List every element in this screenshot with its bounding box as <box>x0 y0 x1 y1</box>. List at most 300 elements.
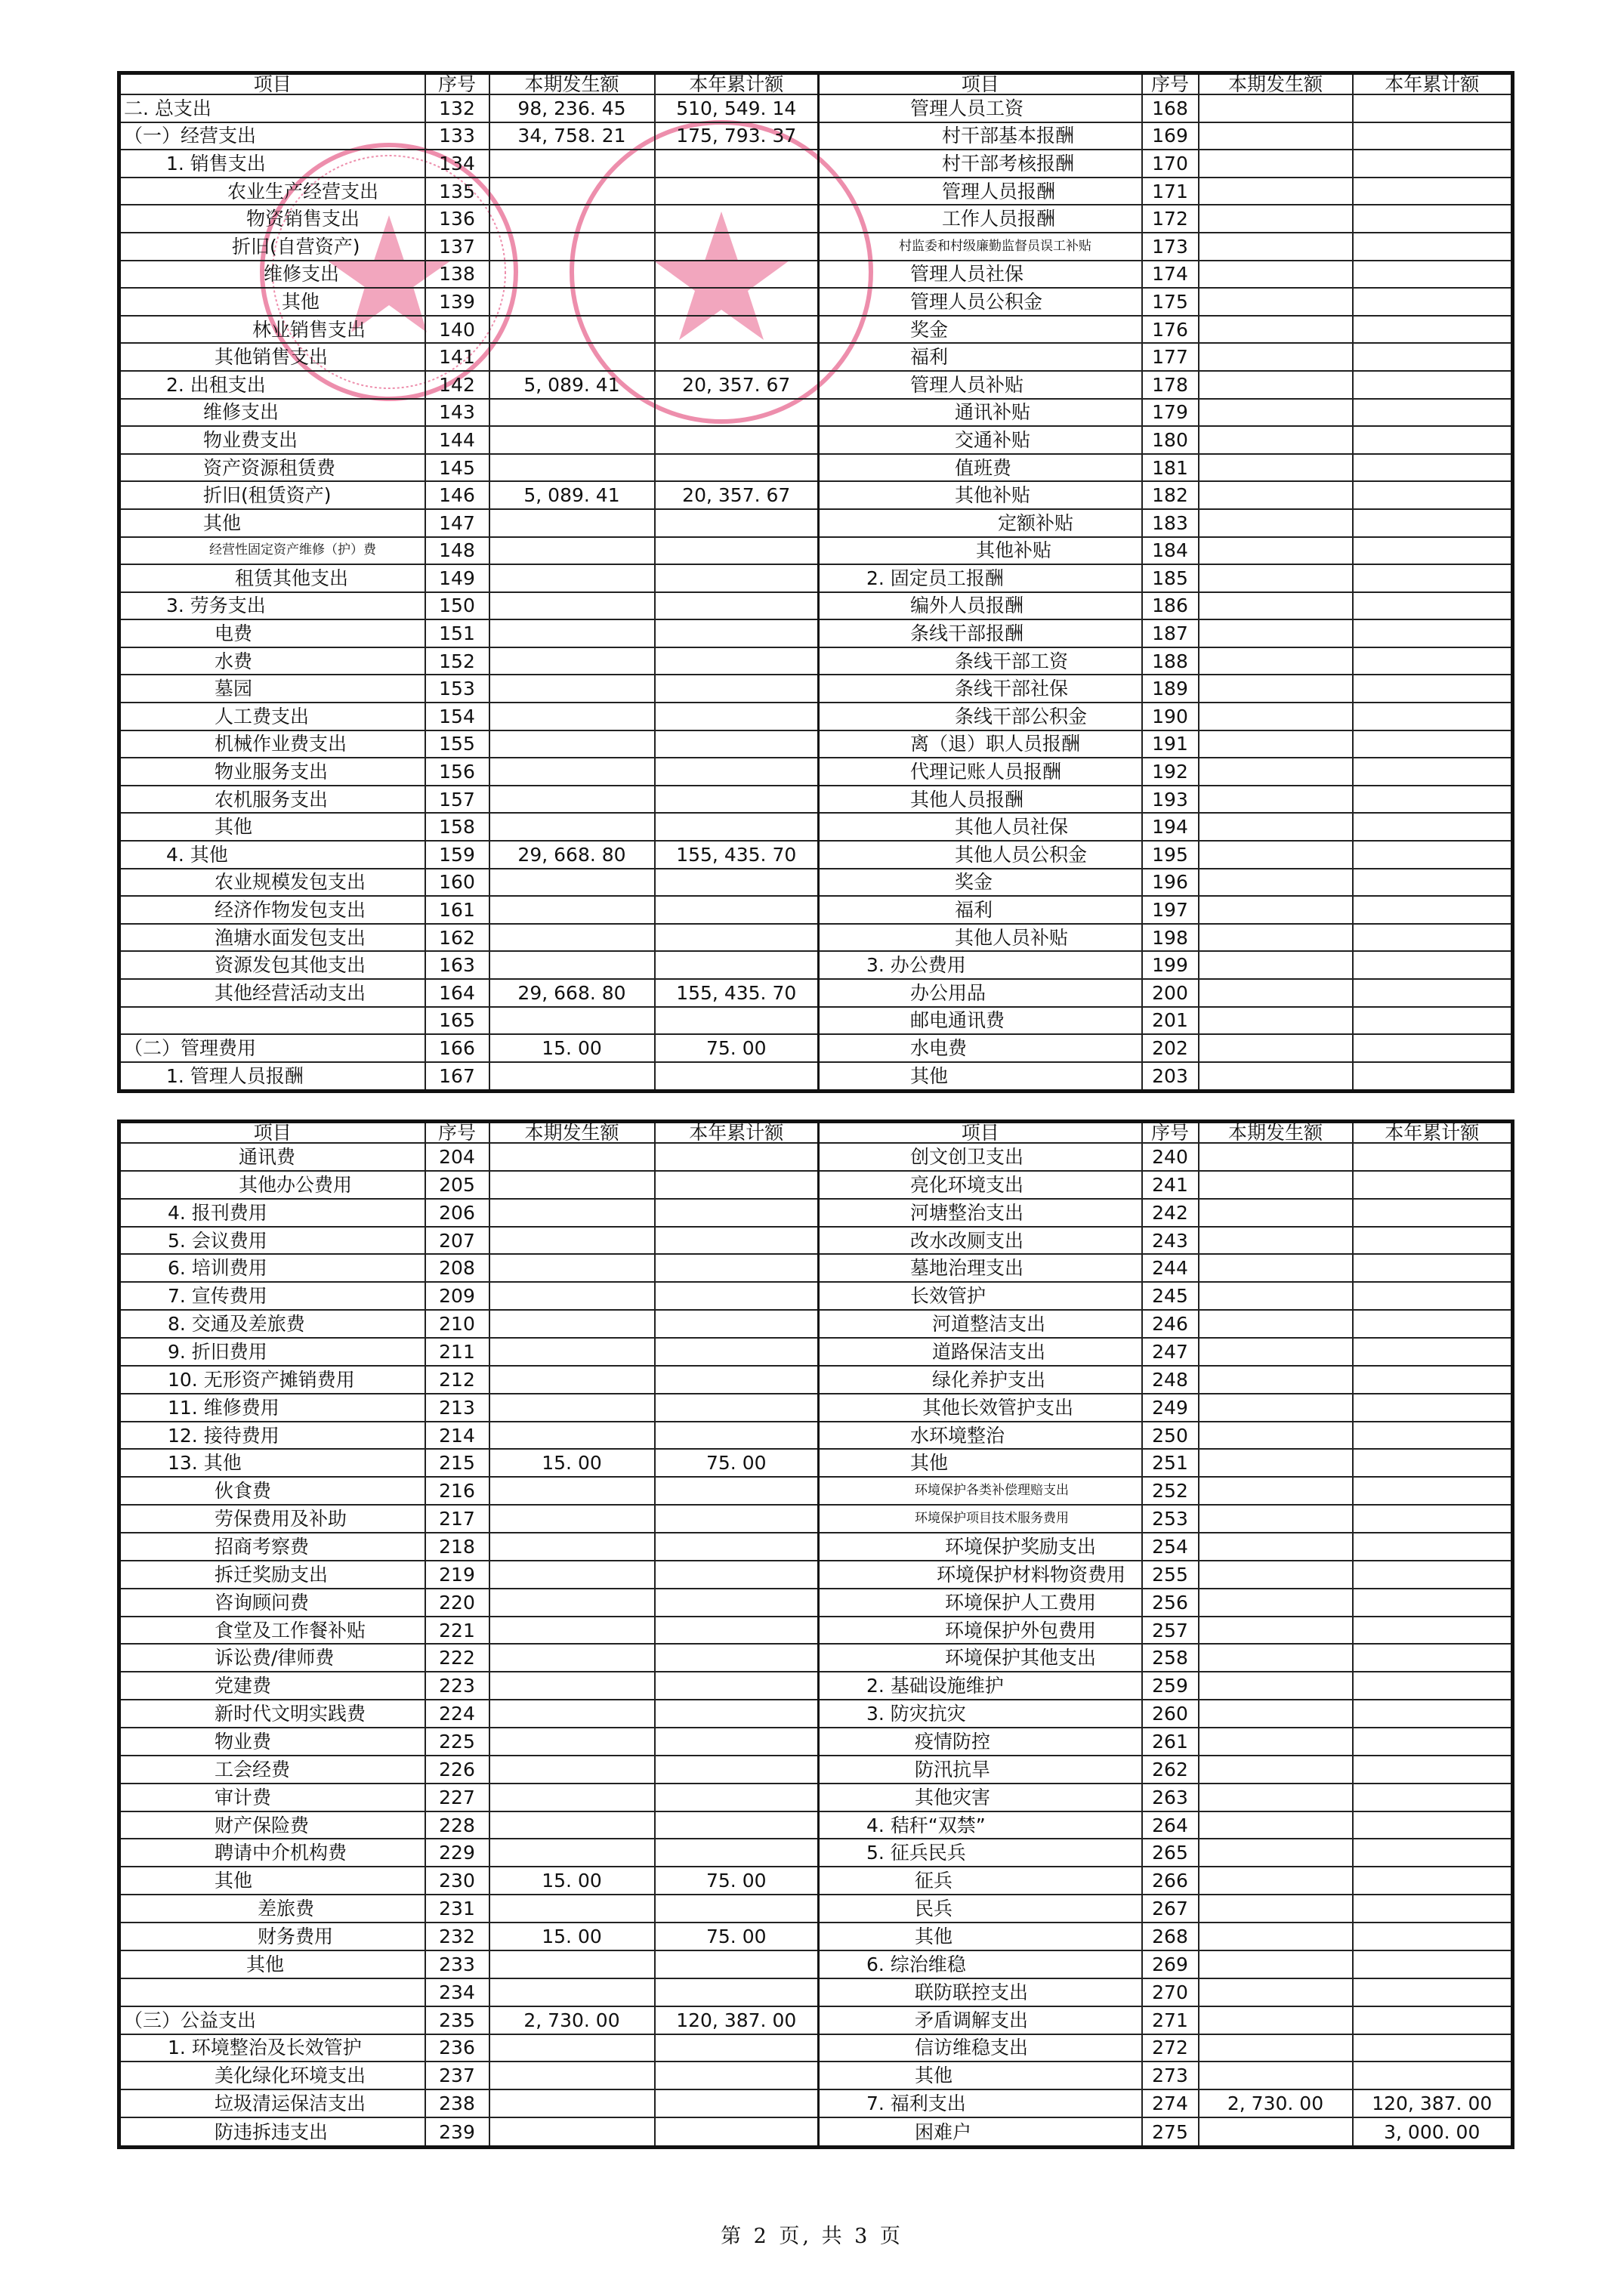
item-name: 新时代文明实践费 <box>119 1700 425 1728</box>
header-item: 项目 <box>119 1122 425 1144</box>
year-to-date-amount <box>655 1617 819 1645</box>
year-to-date-amount <box>1353 1254 1513 1282</box>
current-period-amount <box>1199 2034 1353 2062</box>
current-period-amount <box>1199 1672 1353 1700</box>
row-number: 139 <box>425 288 489 316</box>
row-number: 214 <box>425 1422 489 1450</box>
year-to-date-amount <box>655 233 819 261</box>
current-period-amount <box>1199 1756 1353 1784</box>
current-period-amount <box>1199 979 1353 1007</box>
item-name: 资产资源租赁费 <box>119 454 425 482</box>
year-to-date-amount <box>1353 2062 1513 2089</box>
current-period-amount <box>1199 1338 1353 1366</box>
row-number: 244 <box>1142 1254 1199 1282</box>
row-number: 234 <box>425 1978 489 2006</box>
year-to-date-amount: 175, 793. 37 <box>655 122 819 150</box>
current-period-amount <box>489 2089 655 2117</box>
year-to-date-amount <box>1353 454 1513 482</box>
table-row <box>119 1310 1513 1338</box>
header-year-to-date: 本年累计额 <box>655 73 819 95</box>
row-number: 248 <box>1142 1366 1199 1394</box>
year-to-date-amount <box>655 564 819 592</box>
row-number: 218 <box>425 1533 489 1561</box>
row-number: 188 <box>1142 647 1199 675</box>
item-name: 农业生产经营支出 <box>119 178 425 205</box>
current-period-amount <box>1199 288 1353 316</box>
year-to-date-amount <box>1353 1449 1513 1477</box>
row-number: 154 <box>425 703 489 730</box>
row-number: 254 <box>1142 1533 1199 1561</box>
item-name: 物业费 <box>119 1728 425 1756</box>
current-period-amount <box>489 869 655 897</box>
row-number: 168 <box>1142 94 1199 122</box>
item-name: 5. 会议费用 <box>119 1227 425 1255</box>
item-name: 农业规模发包支出 <box>119 869 425 897</box>
item-name: 聘请中介机构费 <box>119 1839 425 1867</box>
item-name: 疫情防控 <box>819 1728 1142 1756</box>
item-name: 代理记账人员报酬 <box>819 758 1142 786</box>
table-row <box>119 1282 1513 1310</box>
table-row <box>119 786 1513 814</box>
table-row <box>119 1950 1513 1978</box>
year-to-date-amount <box>1353 316 1513 344</box>
current-period-amount <box>1199 1811 1353 1839</box>
year-to-date-amount <box>655 2034 819 2062</box>
table-row <box>119 924 1513 952</box>
table-row <box>119 233 1513 261</box>
item-name: 防汛抗旱 <box>819 1756 1142 1784</box>
row-number: 225 <box>425 1728 489 1756</box>
row-number: 227 <box>425 1784 489 1811</box>
item-name: 6. 综治维稳 <box>819 1950 1142 1978</box>
item-name: 其他 <box>119 1867 425 1895</box>
row-number: 187 <box>1142 619 1199 647</box>
row-number: 143 <box>425 399 489 427</box>
item-name: 其他办公费用 <box>119 1171 425 1199</box>
item-name: 12. 接待费用 <box>119 1422 425 1450</box>
year-to-date-amount <box>655 2089 819 2117</box>
table-row <box>119 1867 1513 1895</box>
row-number: 245 <box>1142 1282 1199 1310</box>
row-number: 192 <box>1142 758 1199 786</box>
current-period-amount <box>489 1227 655 1255</box>
year-to-date-amount <box>1353 343 1513 371</box>
row-number: 221 <box>425 1617 489 1645</box>
table-row <box>119 481 1513 509</box>
current-period-amount: 29, 668. 80 <box>489 841 655 869</box>
year-to-date-amount <box>655 1254 819 1282</box>
current-period-amount <box>1199 1533 1353 1561</box>
item-name: 11. 维修费用 <box>119 1394 425 1422</box>
item-name: 离（退）职人员报酬 <box>819 730 1142 758</box>
year-to-date-amount <box>1353 1839 1513 1867</box>
row-number: 191 <box>1142 730 1199 758</box>
row-number: 151 <box>425 619 489 647</box>
table-row <box>119 2089 1513 2117</box>
row-number: 226 <box>425 1756 489 1784</box>
year-to-date-amount <box>1353 1923 1513 1950</box>
year-to-date-amount <box>655 675 819 703</box>
item-name: （三）公益支出 <box>119 2006 425 2034</box>
current-period-amount <box>489 1505 655 1533</box>
table-row <box>119 1394 1513 1422</box>
row-number: 173 <box>1142 233 1199 261</box>
table-row <box>119 122 1513 150</box>
row-number: 249 <box>1142 1394 1199 1422</box>
table-row <box>119 1007 1513 1035</box>
current-period-amount <box>1199 1505 1353 1533</box>
current-period-amount <box>489 233 655 261</box>
item-name: 4. 报刊费用 <box>119 1199 425 1227</box>
current-period-amount <box>489 261 655 289</box>
current-period-amount: 15. 00 <box>489 1923 655 1950</box>
table-row <box>119 730 1513 758</box>
item-name: 环境保护材料物资费用 <box>819 1561 1142 1589</box>
year-to-date-amount <box>1353 178 1513 205</box>
current-period-amount <box>489 316 655 344</box>
current-period-amount <box>1199 786 1353 814</box>
table-row <box>119 703 1513 730</box>
table-row <box>119 1338 1513 1366</box>
current-period-amount <box>1199 951 1353 979</box>
current-period-amount <box>489 1199 655 1227</box>
row-number: 211 <box>425 1338 489 1366</box>
row-number: 135 <box>425 178 489 205</box>
table-row <box>119 150 1513 178</box>
current-period-amount <box>489 150 655 178</box>
current-period-amount <box>1199 1561 1353 1589</box>
current-period-amount <box>489 1700 655 1728</box>
item-name: 审计费 <box>119 1784 425 1811</box>
year-to-date-amount <box>655 619 819 647</box>
current-period-amount <box>1199 1617 1353 1645</box>
item-name <box>119 1007 425 1035</box>
item-name: 矛盾调解支出 <box>819 2006 1142 2034</box>
item-name: 长效管护 <box>819 1282 1142 1310</box>
table-row <box>119 2062 1513 2089</box>
current-period-amount <box>489 1394 655 1422</box>
current-period-amount <box>489 813 655 841</box>
table-header-row <box>119 1122 1513 1144</box>
year-to-date-amount <box>655 1589 819 1617</box>
current-period-amount <box>1199 1477 1353 1505</box>
item-name: 编外人员报酬 <box>819 592 1142 620</box>
item-name: 管理人员公积金 <box>819 288 1142 316</box>
table-row <box>119 564 1513 592</box>
year-to-date-amount <box>655 1784 819 1811</box>
row-number: 144 <box>425 426 489 454</box>
table-body <box>119 94 1513 1092</box>
year-to-date-amount <box>1353 786 1513 814</box>
table-row <box>119 1644 1513 1672</box>
row-number: 247 <box>1142 1338 1199 1366</box>
row-number: 261 <box>1142 1728 1199 1756</box>
item-name: 经济作物发包支出 <box>119 896 425 924</box>
row-number: 176 <box>1142 316 1199 344</box>
year-to-date-amount: 120, 387. 00 <box>655 2006 819 2034</box>
header-current-period: 本期发生额 <box>489 73 655 95</box>
row-number: 235 <box>425 2006 489 2034</box>
row-number: 215 <box>425 1449 489 1477</box>
expense-table-bottom <box>117 1120 1514 2149</box>
row-number: 142 <box>425 371 489 399</box>
current-period-amount <box>1199 150 1353 178</box>
item-name: 其他人员补贴 <box>819 924 1142 952</box>
current-period-amount <box>1199 619 1353 647</box>
current-period-amount <box>1199 564 1353 592</box>
current-period-amount <box>1199 1950 1353 1978</box>
current-period-amount: 15. 00 <box>489 1867 655 1895</box>
row-number: 267 <box>1142 1895 1199 1923</box>
item-name: 渔塘水面发包支出 <box>119 924 425 952</box>
year-to-date-amount <box>1353 1617 1513 1645</box>
item-name: 办公用品 <box>819 979 1142 1007</box>
year-to-date-amount <box>1353 1505 1513 1533</box>
item-name: 邮电通讯费 <box>819 1007 1142 1035</box>
current-period-amount <box>1199 1422 1353 1450</box>
current-period-amount <box>1199 509 1353 537</box>
item-name: 维修支出 <box>119 261 425 289</box>
item-name: 通讯费 <box>119 1143 425 1171</box>
current-period-amount <box>1199 316 1353 344</box>
year-to-date-amount <box>655 316 819 344</box>
header-item: 项目 <box>819 1122 1142 1144</box>
item-name: 3. 防灾抗灾 <box>819 1700 1142 1728</box>
current-period-amount <box>1199 399 1353 427</box>
table-row <box>119 1227 1513 1255</box>
row-number: 272 <box>1142 2034 1199 2062</box>
item-name: 管理人员补贴 <box>819 371 1142 399</box>
row-number: 222 <box>425 1644 489 1672</box>
table-row <box>119 343 1513 371</box>
year-to-date-amount <box>655 1366 819 1394</box>
year-to-date-amount <box>655 1422 819 1450</box>
row-number: 256 <box>1142 1589 1199 1617</box>
current-period-amount <box>1199 233 1353 261</box>
row-number: 156 <box>425 758 489 786</box>
item-name: 4. 其他 <box>119 841 425 869</box>
table-row <box>119 841 1513 869</box>
current-period-amount <box>1199 1034 1353 1062</box>
year-to-date-amount: 75. 00 <box>655 1923 819 1950</box>
year-to-date-amount <box>1353 1034 1513 1062</box>
year-to-date-amount <box>1353 1227 1513 1255</box>
year-to-date-amount <box>1353 619 1513 647</box>
table-row <box>119 537 1513 565</box>
year-to-date-amount <box>1353 1338 1513 1366</box>
table-row <box>119 1199 1513 1227</box>
item-name: 村干部基本报酬 <box>819 122 1142 150</box>
row-number: 178 <box>1142 371 1199 399</box>
row-number: 189 <box>1142 675 1199 703</box>
year-to-date-amount <box>1353 2006 1513 2034</box>
row-number: 141 <box>425 343 489 371</box>
row-number: 164 <box>425 979 489 1007</box>
table-row <box>119 1589 1513 1617</box>
current-period-amount <box>1199 481 1353 509</box>
table-row <box>119 426 1513 454</box>
item-name: 信访维稳支出 <box>819 2034 1142 2062</box>
current-period-amount: 2, 730. 00 <box>1199 2089 1353 2117</box>
current-period-amount <box>489 1728 655 1756</box>
row-number: 150 <box>425 592 489 620</box>
table-row <box>119 1672 1513 1700</box>
item-name: 美化绿化环境支出 <box>119 2062 425 2089</box>
table-row <box>119 1254 1513 1282</box>
row-number: 177 <box>1142 343 1199 371</box>
year-to-date-amount <box>1353 1282 1513 1310</box>
item-name: 水费 <box>119 647 425 675</box>
current-period-amount <box>489 1784 655 1811</box>
row-number: 202 <box>1142 1034 1199 1062</box>
year-to-date-amount <box>655 758 819 786</box>
item-name: 伙食费 <box>119 1477 425 1505</box>
year-to-date-amount <box>655 647 819 675</box>
row-number: 180 <box>1142 426 1199 454</box>
current-period-amount <box>489 1950 655 1978</box>
row-number: 184 <box>1142 537 1199 565</box>
year-to-date-amount <box>1353 2034 1513 2062</box>
year-to-date-amount: 20, 357. 67 <box>655 481 819 509</box>
row-number: 212 <box>425 1366 489 1394</box>
table-row <box>119 1811 1513 1839</box>
row-number: 201 <box>1142 1007 1199 1035</box>
item-name: 13. 其他 <box>119 1449 425 1477</box>
year-to-date-amount: 155, 435. 70 <box>655 979 819 1007</box>
item-name: 福利 <box>819 343 1142 371</box>
item-name: 其他销售支出 <box>119 343 425 371</box>
year-to-date-amount <box>1353 1784 1513 1811</box>
year-to-date-amount <box>1353 426 1513 454</box>
row-number: 163 <box>425 951 489 979</box>
year-to-date-amount <box>1353 869 1513 897</box>
header-seq: 序号 <box>1142 1122 1199 1144</box>
item-name: 3. 办公费用 <box>819 951 1142 979</box>
current-period-amount <box>489 1533 655 1561</box>
table-row <box>119 869 1513 897</box>
year-to-date-amount <box>655 454 819 482</box>
row-number: 236 <box>425 2034 489 2062</box>
current-period-amount <box>489 758 655 786</box>
current-period-amount <box>489 454 655 482</box>
row-number: 208 <box>425 1254 489 1282</box>
item-name: 财产保险费 <box>119 1811 425 1839</box>
row-number: 193 <box>1142 786 1199 814</box>
current-period-amount <box>489 1310 655 1338</box>
year-to-date-amount <box>655 1700 819 1728</box>
row-number: 273 <box>1142 2062 1199 2089</box>
item-name: 食堂及工作餐补贴 <box>119 1617 425 1645</box>
current-period-amount: 15. 00 <box>489 1034 655 1062</box>
item-name: 电费 <box>119 619 425 647</box>
item-name: 管理人员报酬 <box>819 178 1142 205</box>
item-name: 其他 <box>119 509 425 537</box>
item-name: 其他 <box>819 1062 1142 1092</box>
year-to-date-amount <box>655 1394 819 1422</box>
item-name: 9. 折旧费用 <box>119 1338 425 1366</box>
year-to-date-amount <box>1353 1811 1513 1839</box>
current-period-amount <box>1199 1227 1353 1255</box>
current-period-amount <box>489 1644 655 1672</box>
year-to-date-amount <box>655 426 819 454</box>
current-period-amount <box>489 1422 655 1450</box>
current-period-amount <box>1199 261 1353 289</box>
item-name: 定额补贴 <box>819 509 1142 537</box>
row-number: 166 <box>425 1034 489 1062</box>
current-period-amount <box>1199 1728 1353 1756</box>
current-period-amount <box>1199 2006 1353 2034</box>
table-row <box>119 1756 1513 1784</box>
current-period-amount <box>1199 454 1353 482</box>
current-period-amount <box>1199 841 1353 869</box>
table-row <box>119 1366 1513 1394</box>
current-period-amount <box>1199 1449 1353 1477</box>
row-number: 160 <box>425 869 489 897</box>
item-name: 其他 <box>119 288 425 316</box>
header-year-to-date: 本年累计额 <box>1353 73 1513 95</box>
current-period-amount <box>489 1007 655 1035</box>
row-number: 251 <box>1142 1449 1199 1477</box>
item-name: 工会经费 <box>119 1756 425 1784</box>
year-to-date-amount <box>655 1672 819 1700</box>
item-name: 绿化养护支出 <box>819 1366 1142 1394</box>
year-to-date-amount <box>655 1839 819 1867</box>
header-current-period: 本期发生额 <box>1199 73 1353 95</box>
year-to-date-amount <box>655 1505 819 1533</box>
item-name: 资源发包其他支出 <box>119 951 425 979</box>
row-number: 161 <box>425 896 489 924</box>
year-to-date-amount <box>1353 1561 1513 1589</box>
item-name: 河塘整治支出 <box>819 1199 1142 1227</box>
row-number: 274 <box>1142 2089 1199 2117</box>
current-period-amount <box>1199 1839 1353 1867</box>
row-number: 140 <box>425 316 489 344</box>
table-row <box>119 288 1513 316</box>
item-name: 联防联控支出 <box>819 1978 1142 2006</box>
row-number: 265 <box>1142 1839 1199 1867</box>
current-period-amount <box>489 647 655 675</box>
current-period-amount <box>489 703 655 730</box>
year-to-date-amount <box>1353 1394 1513 1422</box>
year-to-date-amount <box>655 1310 819 1338</box>
year-to-date-amount <box>655 924 819 952</box>
item-name: 其他补贴 <box>819 481 1142 509</box>
current-period-amount <box>489 399 655 427</box>
table-row <box>119 1839 1513 1867</box>
row-number: 204 <box>425 1143 489 1171</box>
current-period-amount: 29, 668. 80 <box>489 979 655 1007</box>
item-name: 财务费用 <box>119 1923 425 1950</box>
current-period-amount <box>489 1617 655 1645</box>
year-to-date-amount <box>655 869 819 897</box>
table-row <box>119 205 1513 233</box>
current-period-amount <box>489 288 655 316</box>
row-number: 232 <box>425 1923 489 1950</box>
item-name: 8. 交通及差旅费 <box>119 1310 425 1338</box>
row-number: 253 <box>1142 1505 1199 1533</box>
table-row <box>119 509 1513 537</box>
current-period-amount <box>489 1589 655 1617</box>
year-to-date-amount <box>655 951 819 979</box>
row-number: 240 <box>1142 1143 1199 1171</box>
item-name: 其他 <box>119 813 425 841</box>
current-period-amount <box>489 896 655 924</box>
year-to-date-amount <box>655 1756 819 1784</box>
table-row <box>119 1477 1513 1505</box>
item-name: 4. 秸秆“双禁” <box>819 1811 1142 1839</box>
current-period-amount: 34, 758. 21 <box>489 122 655 150</box>
year-to-date-amount <box>655 1728 819 1756</box>
